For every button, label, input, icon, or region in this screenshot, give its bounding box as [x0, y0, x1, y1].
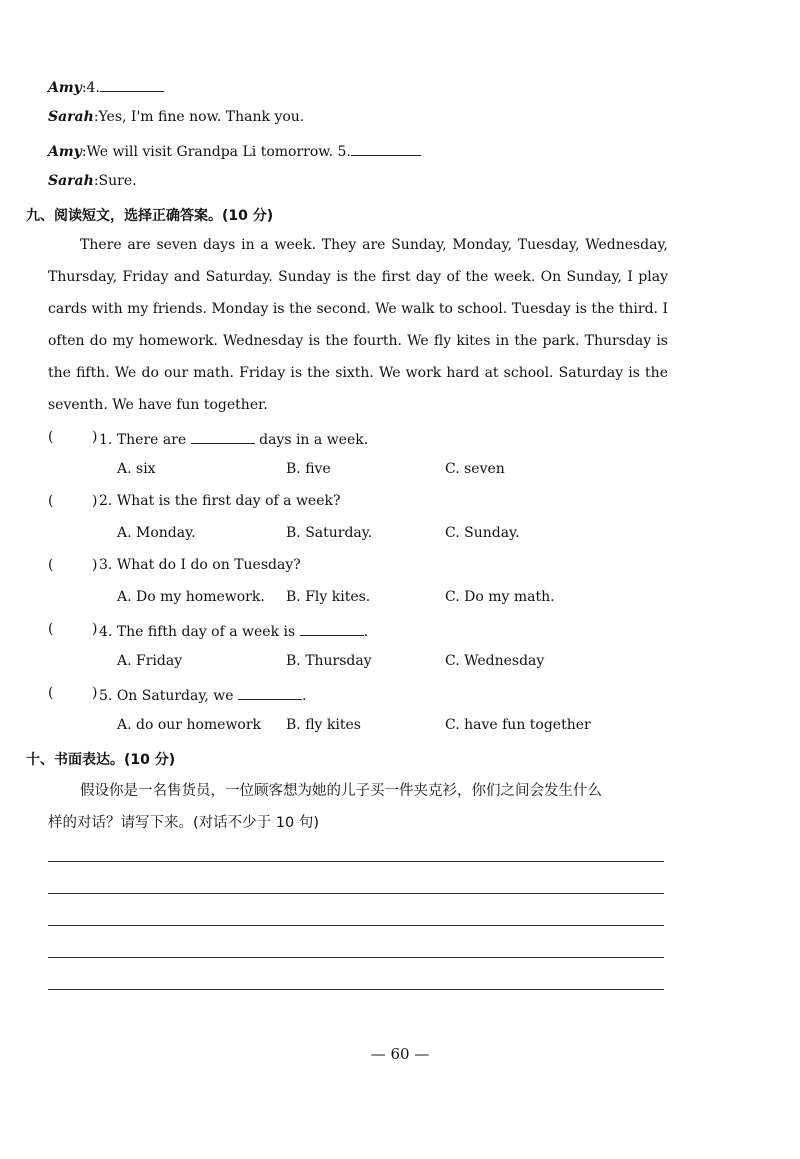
- question-stem-end: .: [302, 688, 307, 704]
- colon: :: [81, 144, 87, 160]
- colon: :: [81, 80, 87, 96]
- answer-paren-open[interactable]: (: [48, 621, 54, 637]
- question-stem: On Saturday, we: [116, 688, 239, 704]
- option-a[interactable]: A. six: [117, 461, 156, 477]
- dialogue-text: We will visit Grandpa Li tomorrow. 5.: [86, 144, 351, 160]
- question-stem-end: days in a week.: [254, 432, 369, 448]
- reading-passage: There are seven days in a week. They are Sunday, Monday, Tuesday, Wednesday, Thursday, Friday and Saturday. Sunday is the first day of the week. On Sunday, I play cards with my friends. Monday is the second. We walk to school. Tuesday is the third. I often do my homework. Wednesday is the fourth. We fly kites in the park. Thursday is the fifth. We do our math. Friday is the sixth. We work hard at school. Saturday is the seventh. We have fun together.: [48, 237, 668, 413]
- option-c[interactable]: C. seven: [445, 461, 505, 477]
- speaker-name: Amy: [48, 144, 82, 160]
- question-stem: The fifth day of a week is: [116, 624, 300, 640]
- writing-line[interactable]: [48, 861, 664, 862]
- option-c[interactable]: C. Do my math.: [445, 589, 555, 605]
- speaker-name: Sarah: [48, 173, 94, 189]
- writing-line[interactable]: [48, 925, 664, 926]
- question-text: [99, 429, 368, 448]
- option-b[interactable]: B. fly kites: [286, 717, 361, 733]
- question-number: 1.: [99, 432, 113, 448]
- option-c[interactable]: C. Sunday.: [445, 525, 520, 541]
- page-number: — 60 —: [370, 1045, 430, 1063]
- question-number: 2.: [99, 493, 113, 509]
- question-number: 5.: [99, 688, 113, 704]
- dialogue-line-4: [48, 173, 137, 189]
- question-stem: What do I do on Tuesday?: [116, 557, 301, 573]
- answer-paren-open[interactable]: (: [48, 493, 54, 509]
- dialogue-text: Yes, I'm fine now. Thank you.: [98, 109, 305, 125]
- writing-prompt-line-1: 假设你是一名售货员，一位顾客想为她的儿子买一件夹克衫，你们之间会发生什么: [80, 783, 602, 799]
- option-b[interactable]: B. Saturday.: [286, 525, 373, 541]
- answer-blank[interactable]: [191, 429, 255, 444]
- question-text: [99, 493, 341, 509]
- option-a[interactable]: A. Friday: [117, 653, 183, 669]
- writing-line[interactable]: [48, 989, 664, 990]
- speaker-name: Sarah: [48, 109, 94, 125]
- writing-prompt-line-2: 样的对话？请写下来。(对话不少于 10 句): [48, 815, 319, 831]
- option-a[interactable]: A. Do my homework.: [117, 589, 265, 605]
- answer-blank[interactable]: [351, 141, 421, 156]
- question-stem-end: .: [363, 624, 369, 640]
- answer-paren-close: ): [92, 621, 98, 637]
- question-number: 4.: [99, 624, 113, 640]
- option-c[interactable]: C. have fun together: [445, 717, 591, 733]
- dialogue-line-2: [48, 109, 304, 125]
- writing-line[interactable]: [48, 893, 664, 894]
- writing-line[interactable]: [48, 957, 664, 958]
- dialogue-line-1: [48, 77, 164, 96]
- question-stem: What is the first day of a week?: [116, 493, 341, 509]
- dialogue-line-3: [48, 141, 421, 160]
- colon: :: [93, 109, 99, 125]
- dialogue-text: Sure.: [98, 173, 137, 189]
- answer-paren-close: ): [92, 557, 98, 573]
- option-a[interactable]: A. do our homework: [117, 717, 262, 733]
- question-text: [99, 621, 368, 640]
- option-a[interactable]: A. Monday.: [117, 525, 196, 541]
- answer-blank[interactable]: [238, 685, 302, 700]
- answer-paren-open[interactable]: (: [48, 557, 54, 573]
- section-10-title: 十、书面表达。(10 分): [26, 752, 176, 768]
- option-b[interactable]: B. Fly kites.: [286, 589, 371, 605]
- answer-paren-close: ): [92, 493, 98, 509]
- answer-blank[interactable]: [100, 77, 164, 92]
- answer-paren-open[interactable]: (: [48, 685, 54, 701]
- option-b[interactable]: B. Thursday: [286, 653, 372, 669]
- option-c[interactable]: C. Wednesday: [445, 653, 545, 669]
- question-text: [99, 685, 306, 704]
- answer-paren-close: ): [92, 429, 98, 445]
- question-text: [99, 557, 301, 573]
- section-9-title: 九、阅读短文，选择正确答案。(10 分): [26, 208, 274, 224]
- option-b[interactable]: B. five: [286, 461, 331, 477]
- colon: :: [93, 173, 99, 189]
- dialogue-text: 4.: [86, 80, 100, 96]
- answer-paren-close: ): [92, 685, 98, 701]
- question-number: 3.: [99, 557, 113, 573]
- answer-blank[interactable]: [300, 621, 364, 636]
- answer-paren-open[interactable]: (: [48, 429, 54, 445]
- question-stem: There are: [116, 432, 191, 448]
- speaker-name: Amy: [48, 80, 82, 96]
